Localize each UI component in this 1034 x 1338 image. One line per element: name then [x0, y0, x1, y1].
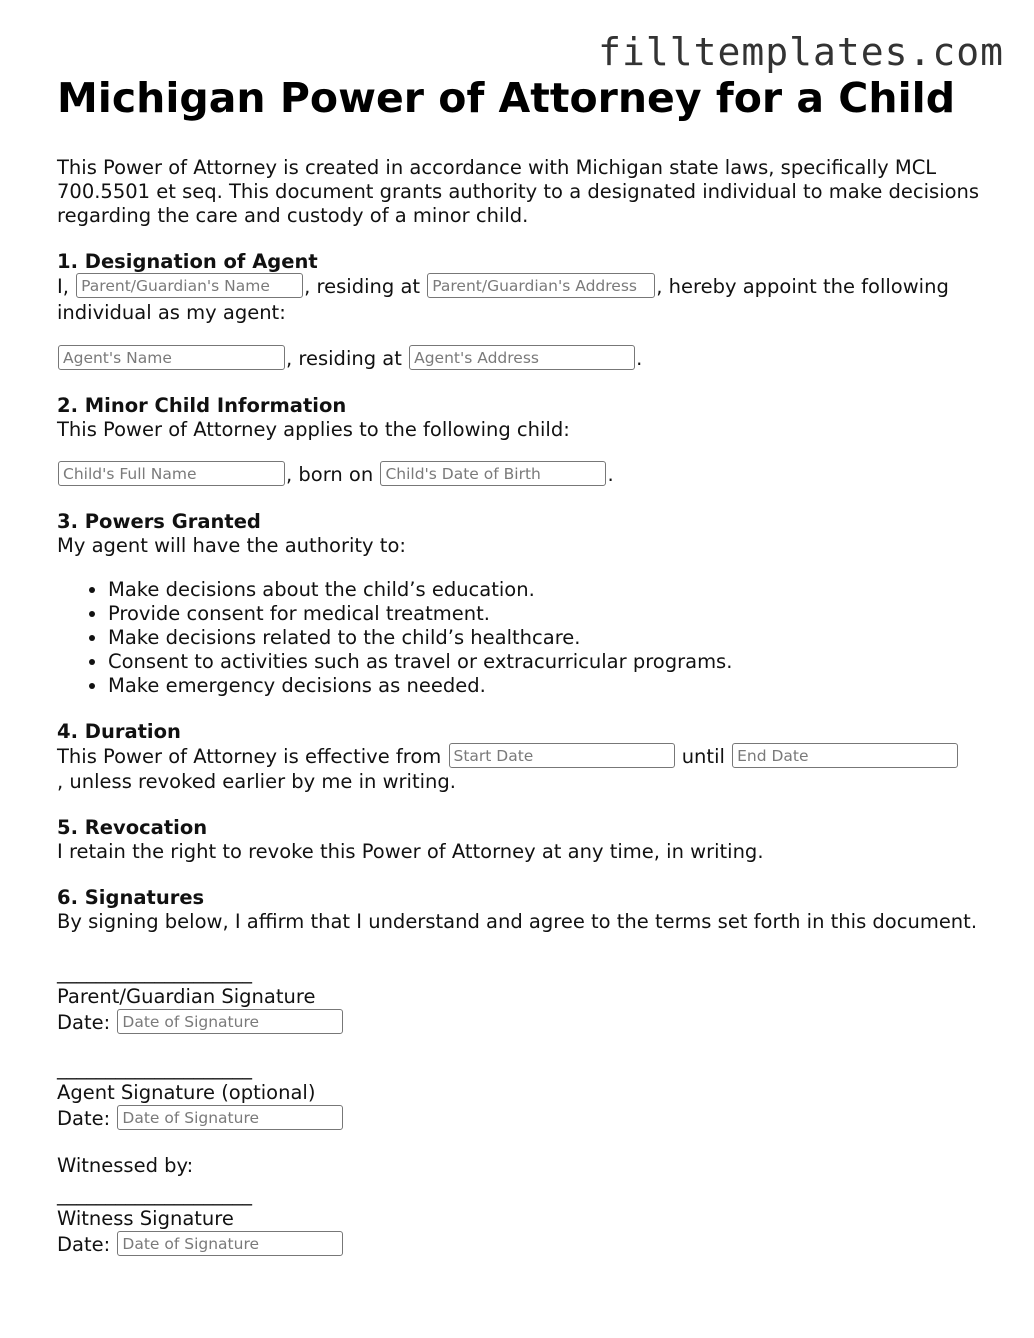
agent-row [57, 346, 987, 372]
document-title: Michigan Power of Attorney for a Child [57, 74, 956, 122]
parent-address-field[interactable] [427, 273, 655, 298]
section-5-title: 5. Revocation [57, 816, 208, 839]
text-unless-revoked: , unless revoked earlier by me in writing. [57, 770, 456, 793]
section-3-title: 3. Powers Granted [57, 510, 261, 533]
section-4-title: 4. Duration [57, 720, 181, 743]
section-designation-of-agent [57, 250, 987, 372]
parent-signature-line[interactable]: ____________________ [57, 961, 252, 984]
parent-name-field[interactable] [76, 273, 303, 298]
text-until: until [681, 745, 725, 768]
duration-sentence [57, 744, 987, 770]
agent-address-field[interactable] [409, 345, 635, 370]
section-signatures [57, 886, 987, 1258]
witness-date-row [57, 1232, 987, 1258]
list-item: • Make decisions related to the child’s healthcare. [108, 626, 987, 650]
list-item: • Make emergency decisions as needed. [108, 674, 987, 698]
section-revocation [57, 816, 987, 864]
section-1-title: 1. Designation of Agent [57, 250, 318, 273]
list-item: • Make decisions about the child’s education. [108, 578, 987, 602]
agent-signature-label: Agent Signature (optional) [57, 1081, 316, 1104]
text-born-on: , born on [286, 463, 374, 486]
agent-signature-line[interactable]: ____________________ [57, 1057, 252, 1080]
date-label: Date: [57, 1011, 111, 1034]
child-name-field[interactable] [58, 461, 285, 486]
section-3-text: My agent will have the authority to: [57, 534, 406, 557]
agent-name-field[interactable] [58, 345, 285, 370]
witness-signature-line[interactable]: ____________________ [57, 1183, 252, 1206]
section-2-title: 2. Minor Child Information [57, 394, 347, 417]
list-item: • Provide consent for medical treatment. [108, 602, 987, 626]
section-duration [57, 720, 987, 794]
text-agent-residing-at: , residing at [286, 347, 402, 370]
section-2-text: This Power of Attorney applies to the following child: [57, 418, 570, 441]
appointment-sentence [57, 274, 987, 326]
witness-signature-label: Witness Signature [57, 1207, 234, 1230]
section-5-text: I retain the right to revoke this Power of Attorney at any time, in writing. [57, 840, 764, 863]
text-i: I, [57, 275, 69, 298]
agent-date-row [57, 1106, 987, 1132]
child-dob-field[interactable] [380, 461, 606, 486]
text-period: . [636, 347, 643, 370]
text-period: . [607, 463, 614, 486]
powers-list [57, 578, 987, 698]
date-label: Date: [57, 1107, 111, 1130]
list-item: • Consent to activities such as travel or extracurricular programs. [108, 650, 987, 674]
document-page [57, 70, 987, 1258]
section-powers-granted [57, 510, 987, 698]
date-label: Date: [57, 1233, 111, 1256]
witnessed-by-label: Witnessed by: [57, 1154, 194, 1177]
parent-signature-date-field[interactable] [117, 1009, 343, 1034]
witness-signature-block [57, 1184, 987, 1258]
child-row [57, 462, 987, 488]
start-date-field[interactable] [449, 743, 675, 768]
text-residing-at: , residing at [304, 275, 421, 298]
end-date-field[interactable] [732, 743, 958, 768]
section-6-title: 6. Signatures [57, 886, 205, 909]
intro-paragraph: This Power of Attorney is created in accordance with Michigan state laws, specifically MCL 700.5501 et seq. This document grants authority to a designated individual to make decisions regarding the care and custody of a minor child. [57, 156, 980, 227]
section-minor-child [57, 394, 987, 488]
agent-signature-date-field[interactable] [117, 1105, 343, 1130]
section-6-text: By signing below, I affirm that I understand and agree to the terms set forth in this document. [57, 910, 978, 933]
witness-signature-date-field[interactable] [117, 1231, 343, 1256]
text-hereby-appoint: , hereby appoint the following individual as my agent: [57, 275, 949, 324]
agent-signature-block [57, 1058, 987, 1132]
parent-signature-block [57, 962, 987, 1036]
parent-date-row [57, 1010, 987, 1036]
text-effective-from: This Power of Attorney is effective from [57, 745, 442, 768]
watermark: filltemplates.com [598, 30, 1004, 74]
parent-signature-label: Parent/Guardian Signature [57, 985, 316, 1008]
